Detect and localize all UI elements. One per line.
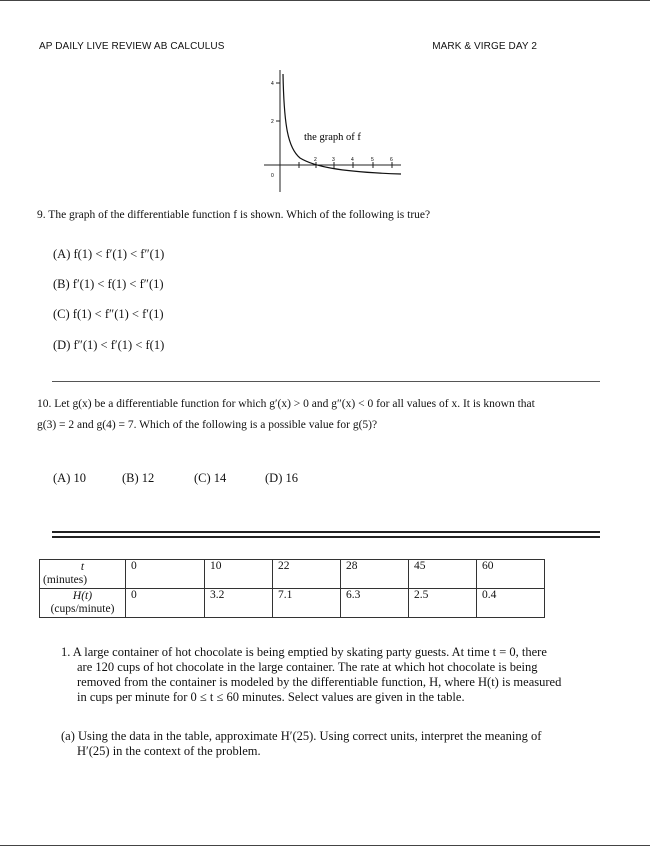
x-tick-label-3: 3 (332, 157, 335, 163)
q9-choice-d[interactable]: (D) f″(1) < f′(1) < f(1) (53, 338, 165, 352)
x-tick-label-4: 4 (351, 157, 354, 163)
problem1-line3: removed from the container is modeled by the differentiable function, H, where H(t) is measured (77, 675, 562, 689)
table-cell: 0.4 (477, 589, 545, 618)
y-tick-label-4: 4 (271, 81, 274, 87)
table-cell: 0 (126, 589, 205, 618)
table-cell: 0 (126, 560, 205, 589)
q10-prompt-line2: g(3) = 2 and g(4) = 7. Which of the following is a possible value for g(5)? (37, 419, 378, 431)
curve-f (283, 74, 401, 174)
table-cell: 45 (409, 560, 477, 589)
graph-of-f (258, 66, 408, 194)
q9-choice-a[interactable]: (A) f(1) < f′(1) < f″(1) (53, 247, 165, 261)
table-cell: 6.3 (341, 589, 409, 618)
problem1-line1: 1. A large container of hot chocolate is being emptied by skating party guests. At time t = 0, there (61, 645, 547, 659)
q10-prompt-line1: 10. Let g(x) be a differentiable function for which g′(x) > 0 and g″(x) < 0 for all values of x. It is known that (37, 398, 535, 410)
session-title: MARK & VIRGE DAY 2 (432, 41, 537, 52)
row-label-h-unit: (cups/minute) (50, 603, 115, 615)
q9-choice-c[interactable]: (C) f(1) < f″(1) < f′(1) (53, 307, 164, 321)
table-cell: 2.5 (409, 589, 477, 618)
table-cell: 28 (341, 560, 409, 589)
q10-choice-d[interactable]: (D) 16 (265, 471, 298, 485)
double-divider-top (52, 531, 600, 533)
divider (52, 381, 600, 382)
y-tick-label-2: 2 (271, 119, 274, 125)
part-a-line1: (a) Using the data in the table, approximate H′(25). Using correct units, interpret the meaning of (61, 729, 542, 743)
table-row-h (40, 589, 545, 618)
row-label-h-var: H(t) (72, 590, 93, 602)
table-cell: 3.2 (205, 589, 273, 618)
table-row-t (40, 560, 545, 589)
row-label-h (40, 589, 126, 618)
top-border (0, 0, 650, 1)
double-divider-bottom (52, 536, 600, 538)
graph-label: the graph of f (304, 132, 361, 143)
bottom-border (0, 845, 650, 846)
problem1-line2: are 120 cups of hot chocolate in the large container. The rate at which hot chocolate is being (77, 660, 538, 674)
q10-choice-c[interactable]: (C) 14 (194, 471, 227, 485)
x-tick-label-6: 6 (390, 157, 393, 163)
q9-choice-b[interactable]: (B) f′(1) < f(1) < f″(1) (53, 277, 164, 291)
table-cell: 60 (477, 560, 545, 589)
x-tick-label-2: 2 (314, 157, 317, 163)
data-table (39, 559, 545, 618)
table-cell: 22 (273, 560, 341, 589)
problem1-line4: in cups per minute for 0 ≤ t ≤ 60 minutes. Select values are given in the table. (77, 690, 465, 704)
q9-prompt: 9. The graph of the differentiable function f is shown. Which of the following is true? (37, 209, 431, 221)
row-label-t (40, 560, 126, 589)
course-title: AP DAILY LIVE REVIEW AB CALCULUS (39, 41, 225, 52)
q10-choice-a[interactable]: (A) 10 (53, 471, 86, 485)
part-a-line2: H′(25) in the context of the problem. (77, 744, 261, 758)
x-tick-label-5: 5 (371, 157, 374, 163)
table-cell: 7.1 (273, 589, 341, 618)
origin-label: 0 (271, 173, 274, 179)
row-label-t-var: t (80, 561, 85, 573)
row-label-t-unit: (minutes) (43, 574, 88, 586)
table-cell: 10 (205, 560, 273, 589)
q10-choice-b[interactable]: (B) 12 (122, 471, 155, 485)
